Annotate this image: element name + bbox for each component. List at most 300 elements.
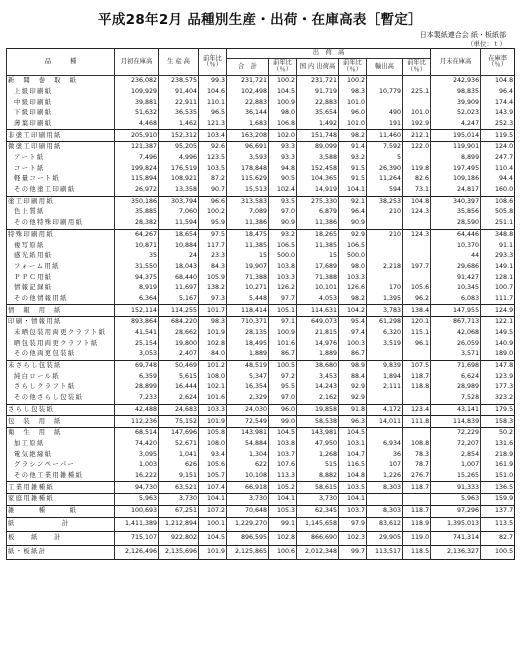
row-value: 52,023 [431, 108, 481, 119]
row-value: 107.4 [199, 482, 227, 494]
row-value: 5,963 [431, 494, 481, 506]
row-value: 91,404 [159, 87, 199, 98]
row-value: 51,632 [115, 108, 159, 119]
organization-label: 日本製紙連合会 紙・板紙部 [419, 31, 506, 39]
row-value: 6,320 [367, 328, 403, 339]
row-value: 350,186 [115, 196, 159, 207]
row-value: 90.7 [199, 185, 227, 196]
row-value: 16,444 [159, 382, 199, 393]
row-value [367, 272, 403, 283]
row-value: 24,683 [159, 404, 199, 416]
row-value: 78.3 [403, 449, 431, 460]
row-value: 62,345 [297, 505, 339, 517]
row-value: 594 [367, 185, 403, 196]
row-value: 293.3 [481, 251, 515, 262]
row-value: 98.9 [339, 360, 367, 371]
table-row [7, 317, 515, 328]
row-value: 118.8 [403, 382, 431, 393]
row-value: 83,612 [367, 517, 403, 531]
table-row [7, 328, 515, 339]
row-value: 11,460 [367, 130, 403, 142]
row-value: 28,989 [431, 382, 481, 393]
row-value: 119.0 [403, 531, 431, 545]
row-value: 210 [367, 229, 403, 240]
table-row [7, 272, 515, 283]
row-value: 22,883 [227, 97, 269, 108]
row-value: 101.7 [199, 305, 227, 317]
row-label: さらしクラフト紙 [7, 382, 115, 393]
table-row [7, 505, 515, 517]
header-export-ratio: 前年比（％） [403, 59, 431, 76]
row-value: 4,468 [115, 119, 159, 130]
row-value: 124.3 [403, 207, 431, 218]
row-value: 124.3 [403, 229, 431, 240]
row-value: 8,303 [367, 482, 403, 494]
row-value: 113,517 [367, 545, 403, 559]
table-row [7, 174, 515, 185]
row-value: 1,304 [227, 449, 269, 460]
row-value: 96.0 [339, 108, 367, 119]
row-value: 210 [367, 207, 403, 218]
row-value: 124.9 [481, 305, 515, 317]
header-production-ratio: 前年比（％） [199, 49, 227, 76]
row-value: 195,014 [431, 130, 481, 142]
row-label: 工業用雑種紙 [7, 482, 115, 494]
row-value: 163,208 [227, 130, 269, 142]
row-value: 231,721 [227, 76, 269, 87]
row-value: 98.2 [339, 130, 367, 142]
row-value: 500.0 [339, 251, 367, 262]
row-label: 純白ロール紙 [7, 372, 115, 383]
header-total-ratio: 前年比（％） [269, 59, 297, 76]
row-value: 66,918 [227, 482, 269, 494]
row-value: 505.8 [481, 207, 515, 218]
row-value: 105.1 [269, 305, 297, 317]
row-value: 28,899 [115, 382, 159, 393]
unit-note: （単位：ｔ） [467, 40, 506, 48]
row-value: 97.7 [269, 294, 297, 305]
row-value: 131.6 [481, 439, 515, 450]
row-value: 9,839 [367, 360, 403, 371]
row-value: 710,371 [227, 317, 269, 328]
table-row [7, 482, 515, 494]
row-label: 電気絶縁紙 [7, 449, 115, 460]
row-label: 包 装 用 紙 [7, 416, 115, 428]
row-value: 91.4 [339, 142, 367, 153]
row-value: 106.5 [269, 240, 297, 251]
row-value: 90.5 [269, 174, 297, 185]
row-value: 17,689 [297, 262, 339, 273]
row-value: 3,519 [367, 339, 403, 350]
row-value: 138.4 [403, 305, 431, 317]
row-value: 73.1 [403, 185, 431, 196]
row-value: 149.1 [481, 262, 515, 273]
table-row [7, 382, 515, 393]
row-value: 100.9 [269, 328, 297, 339]
row-value: 43,141 [431, 404, 481, 416]
row-value: 2,111 [367, 382, 403, 393]
table-row [7, 471, 515, 482]
row-label: 新 聞 巻 取 紙 [7, 76, 115, 87]
row-value: 149.5 [481, 328, 515, 339]
row-value: 104.1 [269, 494, 297, 506]
row-value: 97.2 [269, 372, 297, 383]
row-value: 2,136,327 [431, 545, 481, 559]
row-value: 2,854 [431, 449, 481, 460]
row-label: その他情報用紙 [7, 294, 115, 305]
row-value [403, 240, 431, 251]
row-value: 104.5 [339, 428, 367, 439]
header-shipments-group: 出 荷 高 [227, 49, 431, 59]
row-value: 108.8 [403, 439, 431, 450]
row-value: 5,347 [227, 372, 269, 383]
row-value: 866,690 [297, 531, 339, 545]
row-value: 121.3 [199, 119, 227, 130]
row-value: 151,748 [297, 130, 339, 142]
header-domestic-ratio: 前年比（％） [339, 59, 367, 76]
row-value: 118.9 [403, 517, 431, 531]
row-value: 99.1 [269, 517, 297, 531]
row-value: 143,981 [227, 428, 269, 439]
row-value: 1,889 [227, 349, 269, 360]
row-value: 10,884 [159, 240, 199, 251]
row-value: 1,226 [367, 471, 403, 482]
row-value: 101.0 [339, 97, 367, 108]
row-value: 191 [367, 119, 403, 130]
row-value: 38,680 [297, 360, 339, 371]
row-value: 3,783 [367, 305, 403, 317]
row-value: 72,207 [431, 439, 481, 450]
row-value: 16,354 [227, 382, 269, 393]
row-value: 893,864 [115, 317, 159, 328]
row-value: 98.3 [199, 317, 227, 328]
row-value [403, 428, 431, 439]
row-value: 490 [367, 108, 403, 119]
row-value: 86.7 [339, 349, 367, 360]
row-value: 6,359 [115, 372, 159, 383]
row-label: 情報記録紙 [7, 283, 115, 294]
table-row [7, 294, 515, 305]
row-label: コート紙 [7, 164, 115, 175]
row-value: 251.1 [481, 218, 515, 229]
row-value: 114,839 [431, 416, 481, 428]
row-value: 91.8 [339, 404, 367, 416]
row-value: 84.3 [199, 262, 227, 273]
row-value: 24,817 [431, 185, 481, 196]
row-value: 108.0 [199, 439, 227, 450]
row-value: 105.6 [403, 283, 431, 294]
row-value: 19,800 [159, 339, 199, 350]
row-value: 38,253 [367, 196, 403, 207]
row-value: 41,541 [115, 328, 159, 339]
table-row [7, 76, 515, 87]
row-value: 123.4 [403, 404, 431, 416]
row-value: 152,114 [115, 305, 159, 317]
row-value [367, 218, 403, 229]
row-value: 101.6 [199, 393, 227, 404]
row-value: 123.5 [199, 153, 227, 164]
row-value: 2,218 [367, 262, 403, 273]
row-label: その他工業用雑種紙 [7, 471, 115, 482]
row-value: 170 [367, 283, 403, 294]
row-value: 36,144 [227, 108, 269, 119]
row-value: 143,981 [297, 428, 339, 439]
row-value: 10,345 [431, 283, 481, 294]
row-value: 42,068 [431, 328, 481, 339]
row-value: 69,748 [115, 360, 159, 371]
row-value: 6,083 [431, 294, 481, 305]
row-value: 24 [159, 251, 199, 262]
row-value: 70,648 [227, 505, 269, 517]
row-value: 31,550 [115, 262, 159, 273]
row-value: 15,265 [431, 471, 481, 482]
row-value [403, 251, 431, 262]
row-value: 78.7 [403, 460, 431, 471]
row-value: 104.8 [339, 471, 367, 482]
row-label: 薄葉印刷紙 [7, 119, 115, 130]
row-value: 95,205 [159, 142, 199, 153]
row-value: 72,549 [227, 416, 269, 428]
row-value: 105.3 [269, 505, 297, 517]
header-stock-ratio: 在庫率（％） [481, 49, 515, 76]
row-value: 97.1 [269, 317, 297, 328]
row-value [367, 240, 403, 251]
table-row [7, 97, 515, 108]
row-label: 紙・板紙計 [7, 545, 115, 559]
row-value: 107 [367, 460, 403, 471]
row-value: 3,571 [431, 349, 481, 360]
table-row [7, 108, 515, 119]
row-value: 96.4 [481, 87, 515, 98]
row-value: 105.7 [199, 471, 227, 482]
row-value: 18,043 [159, 262, 199, 273]
row-value: 99.7 [339, 545, 367, 559]
row-value: 1,007 [431, 460, 481, 471]
row-value: 147,955 [431, 305, 481, 317]
row-value: 97.0 [269, 393, 297, 404]
row-value: 236,082 [115, 76, 159, 87]
row-value: 14,243 [297, 382, 339, 393]
row-value: 252.3 [481, 119, 515, 130]
row-value: 4,247 [431, 119, 481, 130]
row-value: 68,440 [159, 272, 199, 283]
table-row [7, 305, 515, 317]
row-value: 6,624 [431, 372, 481, 383]
table-row [7, 460, 515, 471]
row-value: 115,894 [115, 174, 159, 185]
row-label: 塗工印刷用紙 [7, 196, 115, 207]
row-value: 109,186 [431, 174, 481, 185]
row-value: 2,126,496 [115, 545, 159, 559]
row-value: 313,583 [227, 196, 269, 207]
row-value: 140.9 [481, 339, 515, 350]
row-value: 11,385 [297, 240, 339, 251]
row-value: 113.3 [269, 471, 297, 482]
row-value: 109,929 [115, 87, 159, 98]
row-value: 22,911 [159, 97, 199, 108]
row-value [367, 393, 403, 404]
row-value: 111.7 [481, 294, 515, 305]
row-value: 7,528 [431, 393, 481, 404]
row-label: 雑 種 紙 [7, 505, 115, 517]
row-value [403, 76, 431, 87]
row-label: 晒包装用両更クラフト紙 [7, 339, 115, 350]
table-row [7, 185, 515, 196]
row-value: 649,073 [297, 317, 339, 328]
row-value: 1,212,894 [159, 517, 199, 531]
row-value: 5 [367, 153, 403, 164]
row-value: 896,595 [227, 531, 269, 545]
row-value: 158.3 [481, 416, 515, 428]
row-value: 101.9 [199, 328, 227, 339]
row-value: 28,662 [159, 328, 199, 339]
header-domestic: 国 内 出荷高 [297, 59, 339, 76]
row-value: 94,730 [115, 482, 159, 494]
row-value: 96.1 [403, 339, 431, 350]
row-value: 93.5 [269, 196, 297, 207]
row-value: 715,107 [115, 531, 159, 545]
row-value: 103.7 [269, 449, 297, 460]
row-value: 212.1 [403, 130, 431, 142]
row-value: 90.9 [339, 218, 367, 229]
row-label: 複写原紙 [7, 240, 115, 251]
row-value [367, 251, 403, 262]
table-row [7, 240, 515, 251]
row-value: 71,388 [227, 272, 269, 283]
row-value: 101.9 [199, 545, 227, 559]
row-value: 2,407 [159, 349, 199, 360]
row-value: 96.4 [339, 207, 367, 218]
row-value: 94.4 [481, 174, 515, 185]
row-value: 8,303 [367, 505, 403, 517]
row-label: 下級印刷紙 [7, 108, 115, 119]
row-label: その他塗工印刷紙 [7, 185, 115, 196]
row-value: 58,615 [297, 482, 339, 494]
row-label: グラシンペーパー [7, 460, 115, 471]
row-value: 4,053 [297, 294, 339, 305]
row-label: 未さらし包装紙 [7, 360, 115, 371]
table-row [7, 428, 515, 439]
row-value: 91,719 [297, 87, 339, 98]
row-value: 1,145,658 [297, 517, 339, 531]
table-row [7, 229, 515, 240]
row-value: 922,802 [159, 531, 199, 545]
header-total: 合 計 [227, 59, 269, 76]
row-value: 96.5 [199, 108, 227, 119]
row-label: その他両更包装紙 [7, 349, 115, 360]
row-value: 102,498 [227, 87, 269, 98]
row-value: 10,370 [431, 240, 481, 251]
row-value: 3,593 [227, 153, 269, 164]
row-value: 104.8 [481, 76, 515, 87]
row-value: 15 [227, 251, 269, 262]
row-value: 1,411,389 [115, 517, 159, 531]
row-value [367, 428, 403, 439]
table-row [7, 545, 515, 559]
table-row [7, 360, 515, 371]
row-value: 107.2 [199, 505, 227, 517]
row-value: 1,229,270 [227, 517, 269, 531]
row-value: 10,101 [297, 283, 339, 294]
row-value: 122.0 [403, 142, 431, 153]
row-value: 114,255 [159, 305, 199, 317]
row-value: 14,976 [297, 339, 339, 350]
row-value: 100.6 [269, 545, 297, 559]
row-label: その他特殊印刷用紙 [7, 218, 115, 229]
row-value: 92.9 [339, 382, 367, 393]
row-value: 102.0 [269, 130, 297, 142]
row-value: 242,936 [431, 76, 481, 87]
row-value: 7,060 [159, 207, 199, 218]
row-value: 119.8 [403, 164, 431, 175]
row-label: 板 紙 計 [7, 531, 115, 545]
row-value: 95.4 [339, 317, 367, 328]
row-value: 118.7 [403, 372, 431, 383]
row-value: 1,462 [159, 119, 199, 130]
table-row [7, 251, 515, 262]
row-value: 104.1 [339, 494, 367, 506]
row-value: 192.9 [403, 119, 431, 130]
row-value: 1,894 [367, 372, 403, 383]
row-value: 113.5 [481, 517, 515, 531]
row-value: 84.0 [199, 349, 227, 360]
table-row [7, 439, 515, 450]
row-value: 100.5 [269, 360, 297, 371]
row-value: 114,631 [297, 305, 339, 317]
row-value: 205,910 [115, 130, 159, 142]
row-value: 238,575 [159, 76, 199, 87]
row-value: 103.3 [199, 404, 227, 416]
row-value: 5,448 [227, 294, 269, 305]
row-value: 54,884 [227, 439, 269, 450]
row-value: 26,972 [115, 185, 159, 196]
row-value: 10,871 [115, 240, 159, 251]
row-value [403, 97, 431, 108]
row-value: 99.3 [199, 76, 227, 87]
row-value: 15,513 [227, 185, 269, 196]
row-value: 104,365 [297, 174, 339, 185]
row-value: 1,492 [297, 119, 339, 130]
row-value: 61,298 [367, 317, 403, 328]
row-value: 94.8 [269, 164, 297, 175]
row-value: 101.0 [403, 108, 431, 119]
row-value: 741,314 [431, 531, 481, 545]
row-value: 128.1 [481, 272, 515, 283]
row-value: 103.5 [199, 164, 227, 175]
row-value: 100.2 [269, 76, 297, 87]
row-value: 179.5 [481, 404, 515, 416]
row-value: 91,427 [431, 272, 481, 283]
row-value: 91,333 [431, 482, 481, 494]
row-value: 105.6 [199, 460, 227, 471]
row-value: 107.5 [403, 360, 431, 371]
row-value: 1,041 [159, 449, 199, 460]
row-value: 303,794 [159, 196, 199, 207]
row-value [367, 494, 403, 506]
row-value: 684,220 [159, 317, 199, 328]
row-value: 197,495 [431, 164, 481, 175]
row-value: 138.2 [199, 283, 227, 294]
row-value: 6,364 [115, 294, 159, 305]
row-value: 98.3 [339, 87, 367, 98]
row-value: 35,856 [431, 207, 481, 218]
row-value: 103.5 [339, 482, 367, 494]
row-label: 微塗工印刷用紙 [7, 142, 115, 153]
row-value: 11,697 [159, 283, 199, 294]
row-value: 189.0 [481, 349, 515, 360]
row-value: 3,730 [159, 494, 199, 506]
row-value: 89,099 [297, 142, 339, 153]
